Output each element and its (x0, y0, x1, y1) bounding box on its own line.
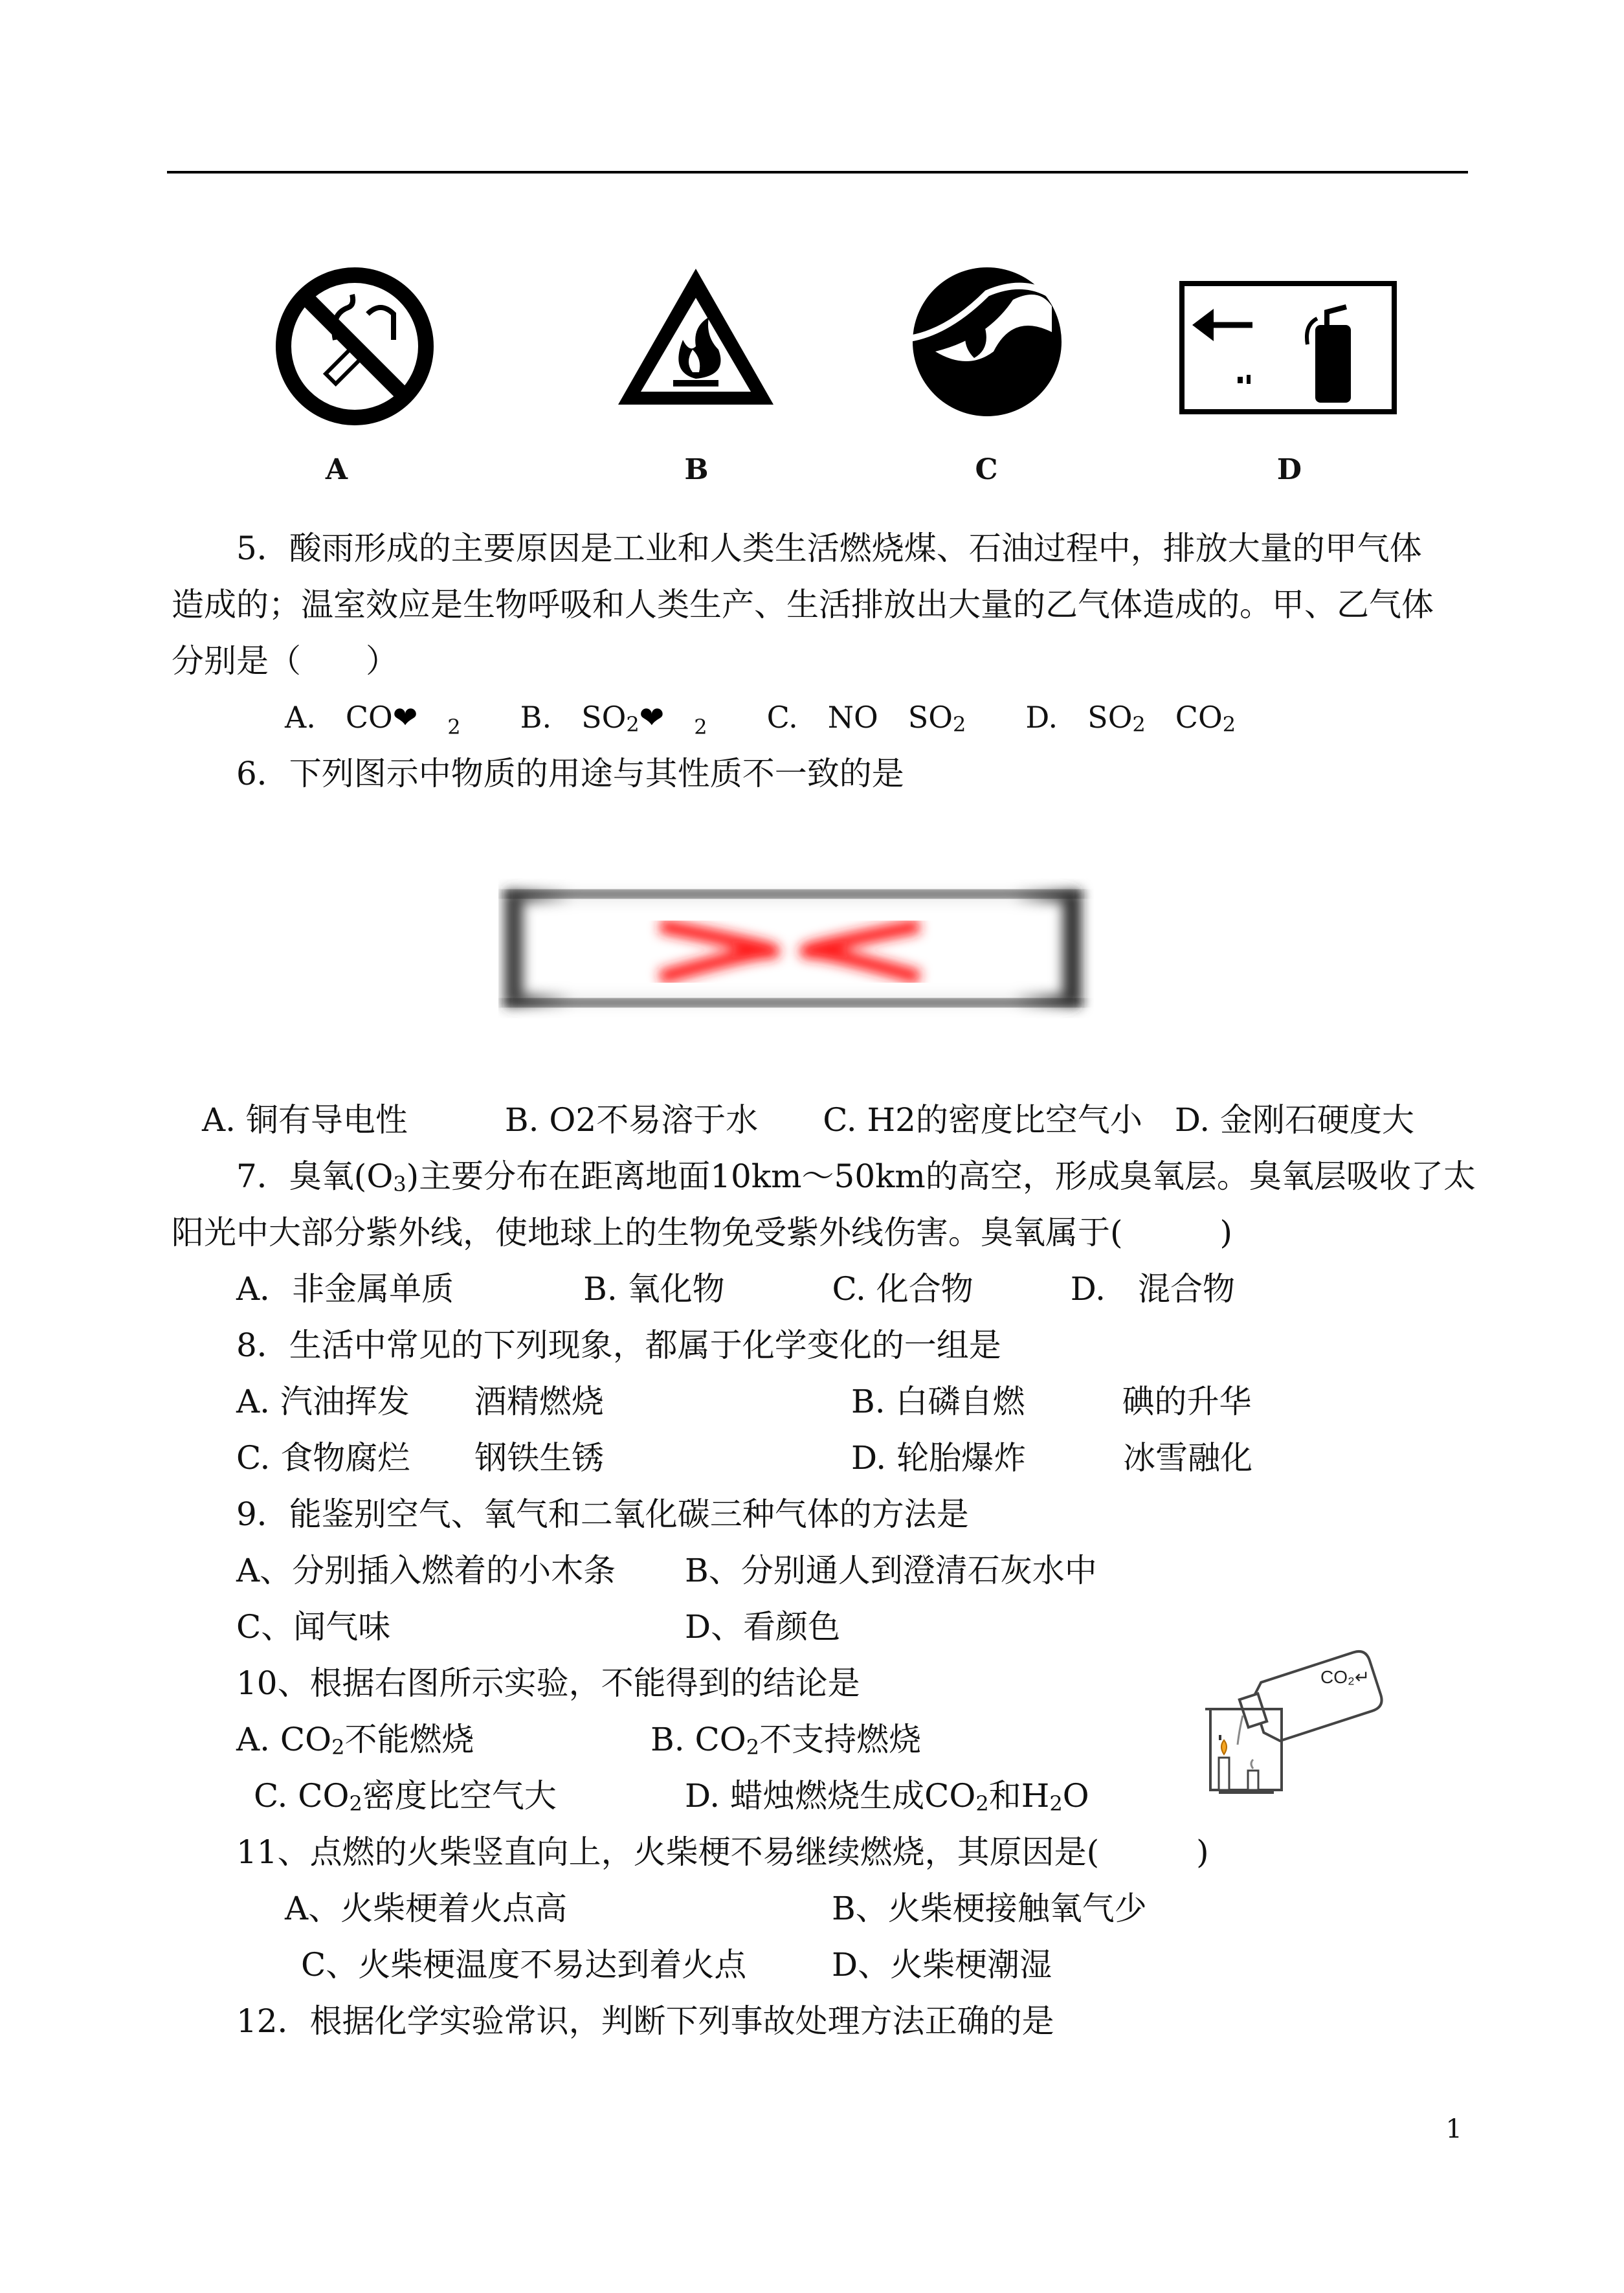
q5-option-c: C. NO SO (766, 700, 953, 735)
q11-option-d: D、火柴梗潮湿 (832, 1946, 1052, 1984)
q7-line1: 7．臭氧$(O_3)$主要分布在距离地面10km～50km的高空，形成臭氧层。臭氧层吸收了太 (236, 1158, 1476, 1196)
q12-stem: 12．根据化学实验常识，判断下列事故处理方法正确的是 (236, 2002, 1054, 2040)
header-rule (167, 171, 1468, 173)
q6-options: A. 铜有导电性 B. O2不易溶于水 C. H2的密度比空气小 D. 金刚石硬度大 (202, 1101, 1414, 1139)
water-saving-sign-icon (909, 264, 1065, 419)
flammable-warning-sign-icon (612, 262, 780, 411)
sign-label-b: B (684, 453, 709, 486)
blurred-figure-image (498, 877, 1094, 1020)
q5-line3: 分别是（ ） (172, 642, 398, 680)
q10-option-c: C. $CO_2$密度比空气大 (254, 1777, 557, 1816)
q10-option-a: A. $CO_2$不能燃烧 (236, 1721, 474, 1760)
heart-glyph-icon: ❤ (639, 700, 665, 735)
q9-option-b: B、分别通人到澄清石灰水中 (685, 1552, 1097, 1589)
q9-option-c: C、闻气味 (236, 1608, 391, 1646)
q10-option-d: D. 蜡烛燃烧生成$CO_2$和$H_2O$ (685, 1777, 1089, 1816)
sign-label-a: A (325, 453, 348, 486)
q9-option-d: D、看颜色 (685, 1608, 841, 1646)
page-number: 1 (1445, 2114, 1462, 2144)
q11-option-c: C、火柴梗温度不易达到着火点 (301, 1946, 747, 1984)
q8-option-d: D. 轮胎爆炸 冰雪融化 (851, 1439, 1253, 1477)
q7-line2: 阳光中大部分紫外线，使地球上的生物免受紫外线伤害。臭氧属于( ) (172, 1214, 1233, 1251)
q5-option-b: B. SO (520, 700, 627, 735)
q10-option-b: B. $CO_2$不支持燃烧 (651, 1721, 922, 1760)
sign-label-d: D (1276, 453, 1302, 486)
fire-extinguisher-sign-icon (1178, 280, 1398, 416)
q10-stem: 10、根据右图所示实验，不能得到的结论是 (236, 1664, 860, 1702)
q5-options: A. CO❤ $_2$ B. SO2❤ $_2$ C. NO $SO_2$ D. $SO_2$ $CO_2$ (285, 700, 1236, 739)
q5-option-d: D. SO (1025, 700, 1133, 735)
q11-option-b: B、火柴梗接触氧气少 (832, 1890, 1147, 1927)
q8-option-c: C. 食物腐烂 钢铁生锈 (236, 1439, 605, 1477)
q9-option-a: A、分别插入燃着的小木条 (236, 1552, 616, 1589)
co2-experiment-figure (1191, 1625, 1398, 1800)
q6-stem: 6．下列图示中物质的用途与其性质不一致的是 (236, 755, 904, 792)
co2-figure-label: CO₂↵ (1320, 1667, 1370, 1687)
q5-option-a: A. CO (285, 700, 393, 735)
no-smoking-sign-icon (271, 262, 439, 431)
sign-label-c: C (975, 453, 998, 486)
q8-option-b: B. 白磷自燃 碘的升华 (851, 1383, 1252, 1420)
q8-option-a: A. 汽油挥发 酒精燃烧 (236, 1383, 604, 1420)
heart-glyph-icon: ❤ (392, 700, 418, 735)
q11-option-a: A、火柴梗着火点高 (285, 1890, 568, 1927)
q11-stem: 11、点燃的火柴竖直向上，火柴梗不易继续燃烧，其原因是( ) (236, 1833, 1209, 1871)
q9-stem: 9．能鉴别空气、氧气和二氧化碳三种气体的方法是 (236, 1495, 969, 1533)
q5-line1: 5．酸雨形成的主要原因是工业和人类生活燃烧煤、石油过程中，排放大量的甲气体 (236, 530, 1422, 567)
q5-line2: 造成的；温室效应是生物呼吸和人类生产、生活排放出大量的乙气体造成的。甲、乙气体 (172, 586, 1434, 623)
q7-options: A．非金属单质 B. 氧化物 C. 化合物 D. 混合物 (236, 1270, 1235, 1308)
q8-stem: 8．生活中常见的下列现象，都属于化学变化的一组是 (236, 1326, 1001, 1364)
